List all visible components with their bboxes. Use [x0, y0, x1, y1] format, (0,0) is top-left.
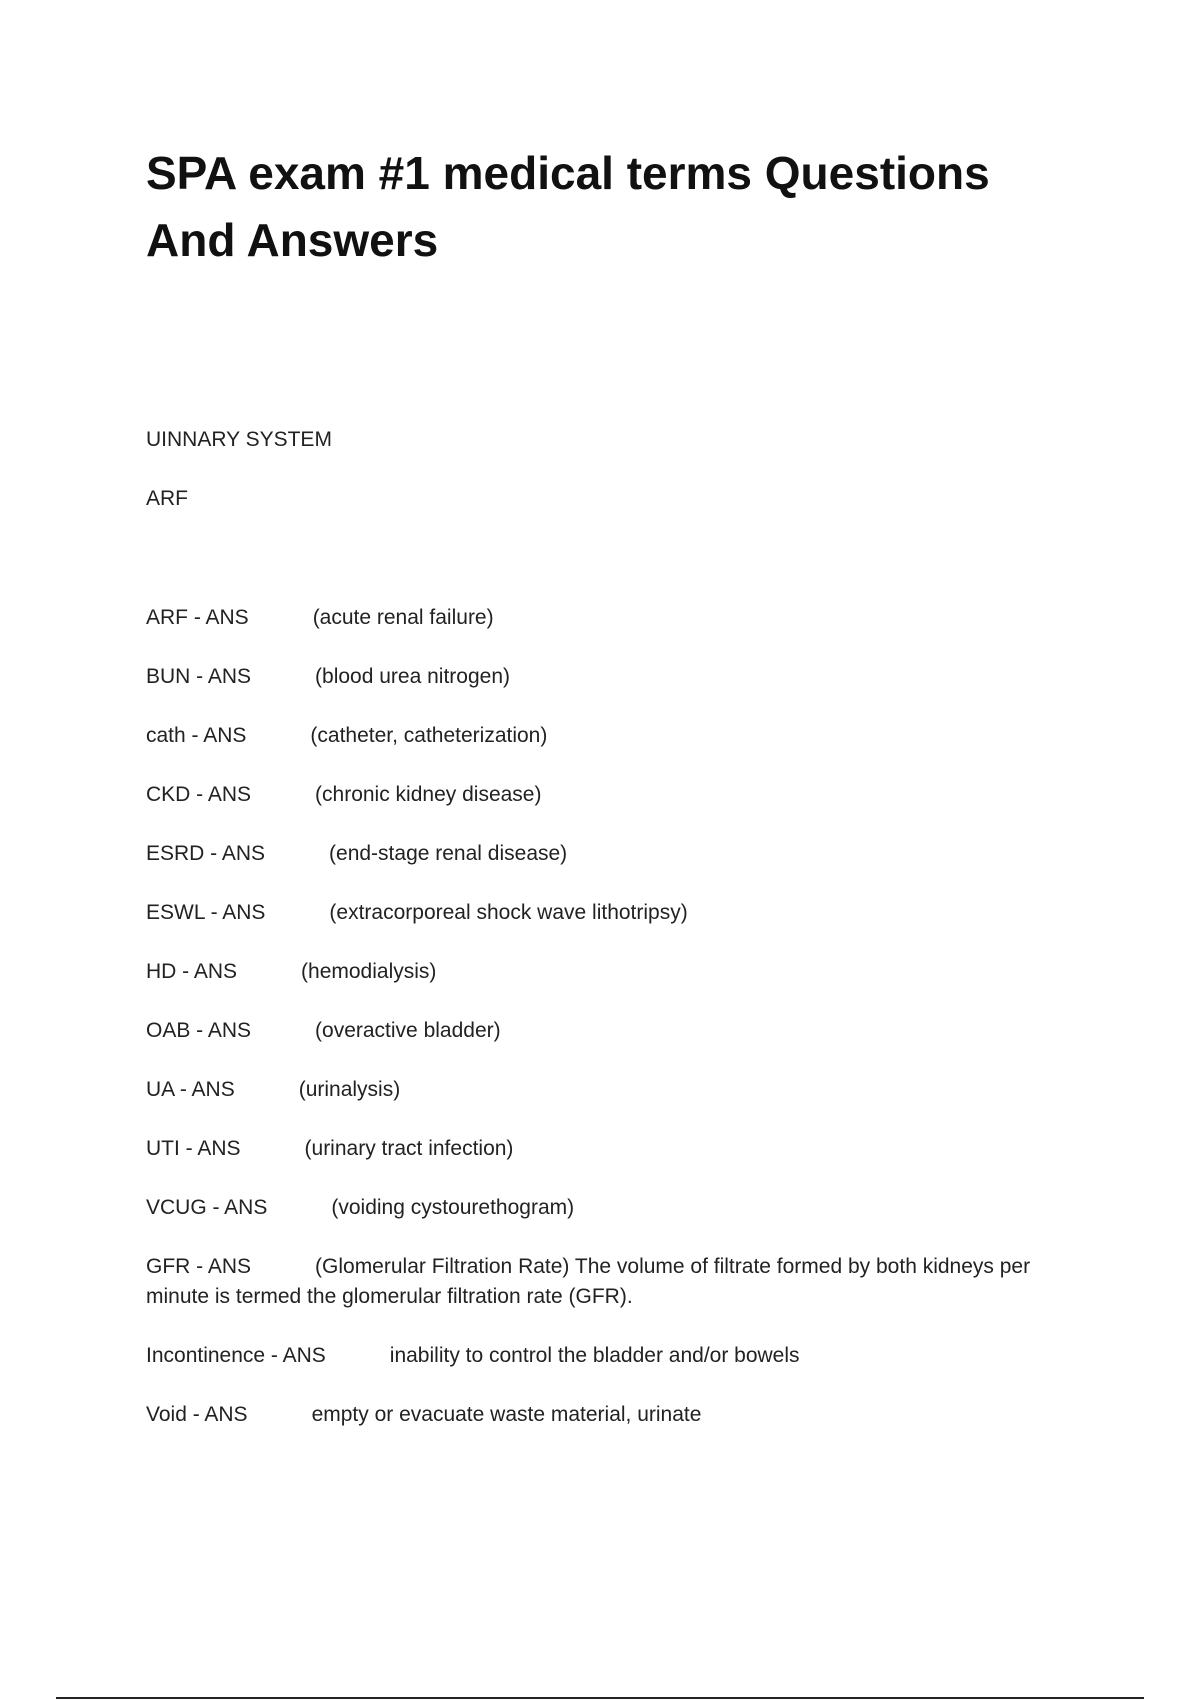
- term-answer: (Glomerular Filtration Rate) The volume of filtrate formed by both kidneys per minute is termed the glomerular filtration rate (GFR).: [146, 1255, 1031, 1308]
- term-entry: [146, 1075, 1091, 1105]
- term-entry: [146, 1193, 1091, 1223]
- term-label: ESWL - ANS: [146, 901, 266, 924]
- term-label: UTI - ANS: [146, 1137, 241, 1160]
- term-label: BUN - ANS: [146, 665, 252, 688]
- term-answer: (acute renal failure): [312, 606, 494, 629]
- term-label: HD - ANS: [146, 960, 238, 983]
- term-entry: [146, 721, 1091, 751]
- term-entry: [146, 1016, 1091, 1046]
- term-answer: (overactive bladder): [315, 1019, 501, 1042]
- term-label: UA - ANS: [146, 1078, 235, 1101]
- term-answer: (blood urea nitrogen): [315, 665, 510, 688]
- term-answer: (end-stage renal disease): [329, 842, 568, 865]
- term-entry: [146, 898, 1091, 928]
- term-label: Void - ANS: [146, 1403, 248, 1426]
- term-label: CKD - ANS: [146, 783, 252, 806]
- term-label: GFR - ANS: [146, 1255, 252, 1278]
- term-answer: (chronic kidney disease): [315, 783, 542, 806]
- term-answer: (extracorporeal shock wave lithotripsy): [329, 901, 688, 924]
- term-answer: (urinary tract infection): [304, 1137, 514, 1160]
- term-answer: (voiding cystourethogram): [331, 1196, 575, 1219]
- term-answer: (hemodialysis): [301, 960, 437, 983]
- term-answer: empty or evacuate waste material, urinate: [311, 1403, 702, 1426]
- term-entry: [146, 1134, 1091, 1164]
- term-label: Incontinence - ANS: [146, 1344, 326, 1367]
- term-entry: [146, 662, 1091, 692]
- term-entry: [146, 1341, 1091, 1371]
- term-entry: [146, 1252, 1091, 1312]
- term-label: ARF - ANS: [146, 606, 249, 629]
- term-label: ESRD - ANS: [146, 842, 266, 865]
- term-list: [146, 603, 1091, 1459]
- term-entry: [146, 603, 1091, 633]
- term-answer: (urinalysis): [298, 1078, 401, 1101]
- section-subheading: ARF: [146, 487, 188, 510]
- term-label: OAB - ANS: [146, 1019, 252, 1042]
- term-entry: [146, 780, 1091, 810]
- footer-divider: [56, 1697, 1144, 1699]
- term-answer: (catheter, catheterization): [310, 724, 548, 747]
- term-entry: [146, 839, 1091, 869]
- section-heading: UINNARY SYSTEM: [146, 428, 332, 451]
- term-answer: inability to control the bladder and/or bowels: [389, 1344, 800, 1367]
- page-title: SPA exam #1 medical terms Questions And Answers: [146, 147, 990, 266]
- term-label: VCUG - ANS: [146, 1196, 268, 1219]
- term-entry: [146, 1400, 1091, 1430]
- term-entry: [146, 957, 1091, 987]
- term-label: cath - ANS: [146, 724, 247, 747]
